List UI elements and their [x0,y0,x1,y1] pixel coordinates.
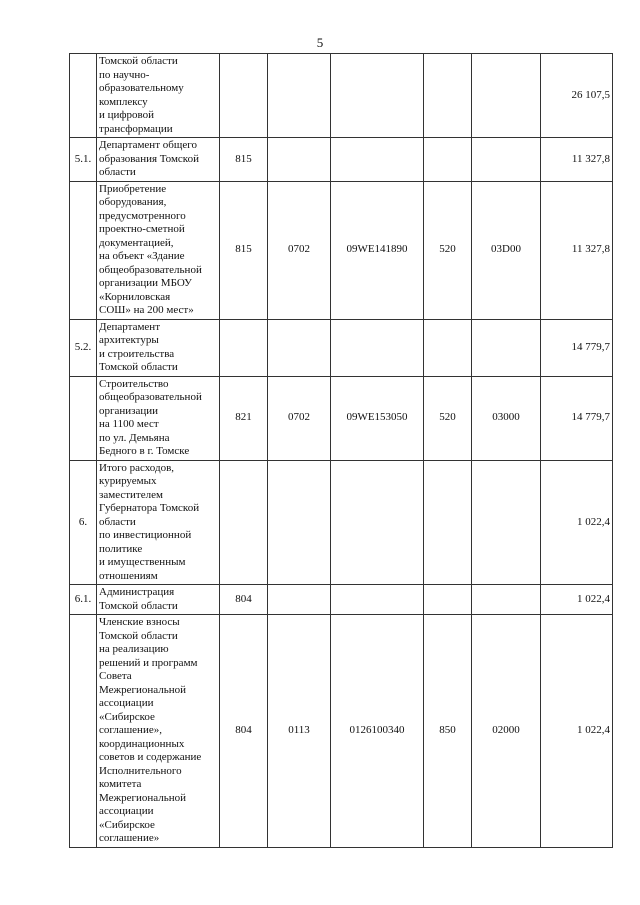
table-row [70,319,613,376]
row-name-line: СОШ» на 200 мест» [99,304,194,316]
row-name-line: образования Томской [99,152,199,165]
purpose-code-cell [472,319,541,376]
row-name-line: соглашение», [99,724,162,736]
row-name-line: предусмотренного [99,209,186,222]
row-name-line: Администрация [99,586,175,598]
row-name-line: по инвестиционной [99,529,192,541]
gr-code-cell: 804 [220,585,268,615]
target-article-cell: 09WE153050 [331,376,424,460]
row-name-line: оборудования, [99,196,167,208]
row-name-line: координационных [99,737,185,750]
row-name-line: решений и программ [99,656,198,669]
amount-cell: 1 022,4 [541,585,613,615]
purpose-code-cell [472,138,541,182]
row-number-cell: 5.1. [70,138,97,182]
row-name-line: организации [99,404,159,417]
table-row [70,615,613,848]
target-article-cell [331,319,424,376]
row-name-line: на объект «Здание [99,250,185,262]
section-code-cell [268,138,331,182]
row-name-line: на 1100 мест [99,418,159,430]
row-name-line: Исполнительного [99,764,182,777]
row-name-line: организации МБОУ [99,277,192,289]
table-row [70,138,613,182]
row-name-line: общеобразовательной [99,391,202,403]
expense-type-cell [424,138,472,182]
row-name-cell [97,181,220,319]
gr-code-cell [220,319,268,376]
section-code-cell: 0702 [268,376,331,460]
amount-cell: 26 107,5 [541,54,613,138]
gr-code-cell: 804 [220,615,268,848]
row-number-cell [70,54,97,138]
row-number-cell: 6.1. [70,585,97,615]
row-name-line: Томской области [99,361,178,373]
target-article-cell [331,54,424,138]
row-name-line: Межрегиональной [99,683,187,696]
row-name-line: соглашение» [99,832,160,844]
row-name-cell [97,585,220,615]
table-row [70,54,613,138]
purpose-code-cell: 02000 [472,615,541,848]
expense-type-cell [424,460,472,585]
section-code-cell [268,585,331,615]
row-name-line: заместителем [99,488,163,501]
row-name-cell [97,460,220,585]
row-name-line: советов и содержание [99,751,202,763]
purpose-code-cell [472,54,541,138]
row-name-cell [97,54,220,138]
row-name-line: и цифровой [99,109,155,121]
row-name-cell [97,319,220,376]
gr-code-cell [220,460,268,585]
amount-cell: 14 779,7 [541,319,613,376]
row-number-cell [70,376,97,460]
amount-cell: 1 022,4 [541,460,613,585]
purpose-code-cell [472,460,541,585]
row-name-line: Департамент [99,320,161,333]
gr-code-cell: 815 [220,181,268,319]
table-row [70,585,613,615]
row-name-line: на реализацию [99,643,169,655]
row-name-line: Членские взносы [99,616,180,628]
section-code-cell [268,54,331,138]
row-name-line: комитета [99,778,142,790]
row-name-line: ассоциации [99,697,154,709]
row-name-line: Приобретение [99,182,167,195]
table-row [70,460,613,585]
row-name-line: Томской области [99,629,178,642]
row-name-line: проектно-сметной [99,223,185,235]
row-name-cell [97,376,220,460]
row-name-line: Томской области [99,55,178,67]
amount-cell: 14 779,7 [541,376,613,460]
row-name-line: архитектуры [99,334,159,346]
row-name-line: Губернатора Томской [99,502,200,514]
row-name-cell [97,138,220,182]
row-name-line: Томской области [99,599,178,612]
amount-cell: 11 327,8 [541,181,613,319]
expense-type-cell [424,54,472,138]
row-name-line: образовательному [99,82,184,94]
row-name-line: Межрегиональной [99,791,187,804]
section-code-cell [268,319,331,376]
purpose-code-cell [472,585,541,615]
purpose-code-cell: 03D00 [472,181,541,319]
gr-code-cell: 821 [220,376,268,460]
target-article-cell [331,585,424,615]
amount-cell: 11 327,8 [541,138,613,182]
row-number-cell [70,181,97,319]
row-number-cell: 6. [70,460,97,585]
row-name-line: политике [99,542,143,555]
row-name-line: «Сибирское [99,818,155,831]
row-name-line: документацией, [99,236,174,249]
row-name-line: курируемых [99,475,157,487]
gr-code-cell [220,54,268,138]
row-name-line: Департамент общего [99,139,197,151]
target-article-cell [331,460,424,585]
row-number-cell [70,615,97,848]
row-name-line: по ул. Демьяна [99,431,170,444]
page-number: 5 [316,35,324,50]
budget-table [69,53,613,848]
row-name-line: Совета [99,670,132,682]
row-name-line: «Сибирское [99,710,155,723]
row-name-line: Строительство [99,377,169,390]
table-row [70,181,613,319]
row-name-line: Итого расходов, [99,461,175,474]
section-code-cell [268,460,331,585]
section-code-cell: 0702 [268,181,331,319]
row-name-line: «Корниловская [99,290,171,303]
row-name-line: общеобразовательной [99,263,202,276]
row-name-cell [97,615,220,848]
expense-type-cell: 520 [424,376,472,460]
target-article-cell: 0126100340 [331,615,424,848]
target-article-cell [331,138,424,182]
purpose-code-cell: 03000 [472,376,541,460]
expense-type-cell: 520 [424,181,472,319]
gr-code-cell: 815 [220,138,268,182]
row-name-line: и строительства [99,347,175,360]
row-name-line: Бедного в г. Томске [99,445,190,457]
amount-cell: 1 022,4 [541,615,613,848]
section-code-cell: 0113 [268,615,331,848]
expense-type-cell [424,585,472,615]
expense-type-cell [424,319,472,376]
row-number-cell: 5.2. [70,319,97,376]
row-name-line: области [99,166,136,178]
row-name-line: по научно- [99,68,150,81]
target-article-cell: 09WE141890 [331,181,424,319]
row-name-line: ассоциации [99,805,154,817]
row-name-line: отношениям [99,569,158,582]
row-name-line: и имущественным [99,556,186,568]
row-name-line: трансформации [99,122,173,135]
expense-type-cell: 850 [424,615,472,848]
row-name-line: области [99,515,136,528]
row-name-line: комплексу [99,95,148,108]
table-row [70,376,613,460]
